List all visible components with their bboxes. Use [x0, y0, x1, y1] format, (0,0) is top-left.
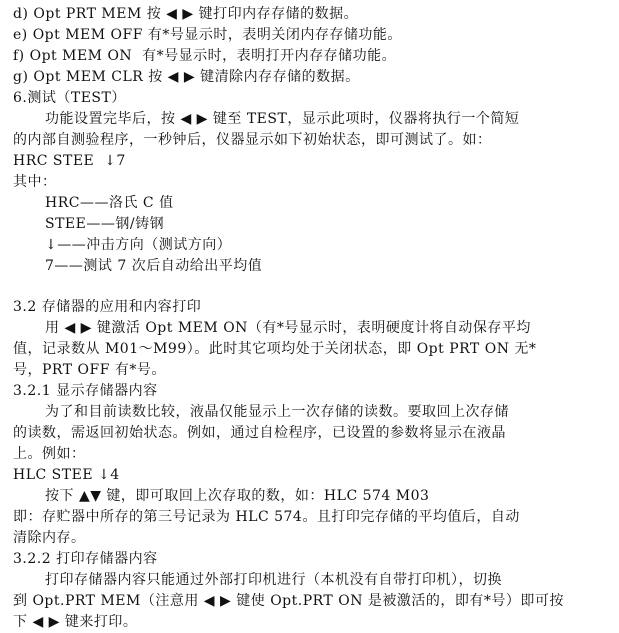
section-3-2-paragraph-line-3: 号，PRT OFF 有*号。	[13, 362, 166, 378]
option-e-line: e) Opt MEM OFF 有*号显示时，表明关闭内存存储功能。	[13, 27, 402, 43]
section-6-heading: 6.测试（TEST）	[13, 90, 126, 106]
section-3-2-1-heading: 3.2.1 显示存储器内容	[13, 383, 158, 399]
section-3-2-1-paragraph-line-2: 的读数，需返回初始状态。例如，通过自检程序，已设置的参数将显示在液晶	[13, 425, 506, 441]
section-3-2-2-paragraph-line-1: 打印存储器内容只能通过外部打印机进行（本机没有自带打印机），切换	[45, 572, 502, 588]
definition-stee: STEE——钢/铸钢	[45, 216, 165, 232]
definition-test-count: 7——测试 7 次后自动给出平均值	[45, 258, 263, 274]
section-6-where-label: 其中：	[13, 174, 57, 190]
section-3-2-1-paragraph-line-4: 按下 ▲▼ 键，即可取回上次存取的数，如：HLC 574 M03	[45, 488, 430, 504]
spacer	[13, 277, 619, 297]
section-3-2-paragraph-line-1: 用 ◀ ▶ 键激活 Opt MEM ON（有*号显示时，表明硬度计将自动保存平均	[45, 320, 531, 336]
section-3-2-1-paragraph-line-5: 即：存贮器中所存的第三号记录为 HLC 574。且打印完存储的平均值后，自动	[13, 509, 520, 525]
section-3-2-1-display-example: HLC STEE ↓4	[13, 467, 120, 483]
section-3-2-2-heading: 3.2.2 打印存储器内容	[13, 551, 158, 567]
section-3-2-1-paragraph-line-6: 清除内存。	[13, 530, 86, 546]
section-6-paragraph-line-2: 的内部自测验程序，一秒钟后，仪器显示如下初始状态，即可测试了。如：	[13, 132, 492, 148]
section-3-2-1-paragraph-line-1: 为了和目前读数比较，液晶仅能显示上一次存储的读数。要取回上次存储	[45, 404, 509, 420]
section-6-paragraph-line-1: 功能设置完毕后，按 ◀ ▶ 键至 TEST，显示此项时，仪器将执行一个简短	[45, 111, 520, 127]
definition-impact-direction: ↓——冲击方向（测试方向）	[45, 237, 232, 253]
option-f-line: f) Opt MEM ON 有*号显示时，表明打开内存存储功能。	[13, 48, 397, 64]
option-g-line: g) Opt MEM CLR 按 ◀ ▶ 键清除内存存储的数据。	[13, 69, 360, 85]
section-3-2-1-paragraph-line-3: 上。例如：	[13, 446, 86, 462]
section-3-2-2-paragraph-line-2: 到 Opt.PRT MEM（注意用 ◀ ▶ 键使 Opt.PRT ON 是被激活的，即有*号）即可按	[13, 593, 564, 609]
section-3-2-heading: 3.2 存储器的应用和内容打印	[13, 299, 202, 315]
section-3-2-paragraph-line-2: 值，记录数从 M01～M99）。此时其它项均处于关闭状态，即 Opt PRT ON 无*	[13, 341, 537, 357]
section-3-2-2-paragraph-line-3: 下 ◀ ▶ 键来打印。	[13, 614, 138, 630]
option-d-line: d) Opt PRT MEM 按 ◀ ▶ 键打印内存存储的数据。	[13, 6, 359, 22]
section-6-display-example: HRC STEE ↓7	[13, 153, 126, 169]
definition-hrc: HRC——洛氏 C 值	[45, 195, 174, 211]
